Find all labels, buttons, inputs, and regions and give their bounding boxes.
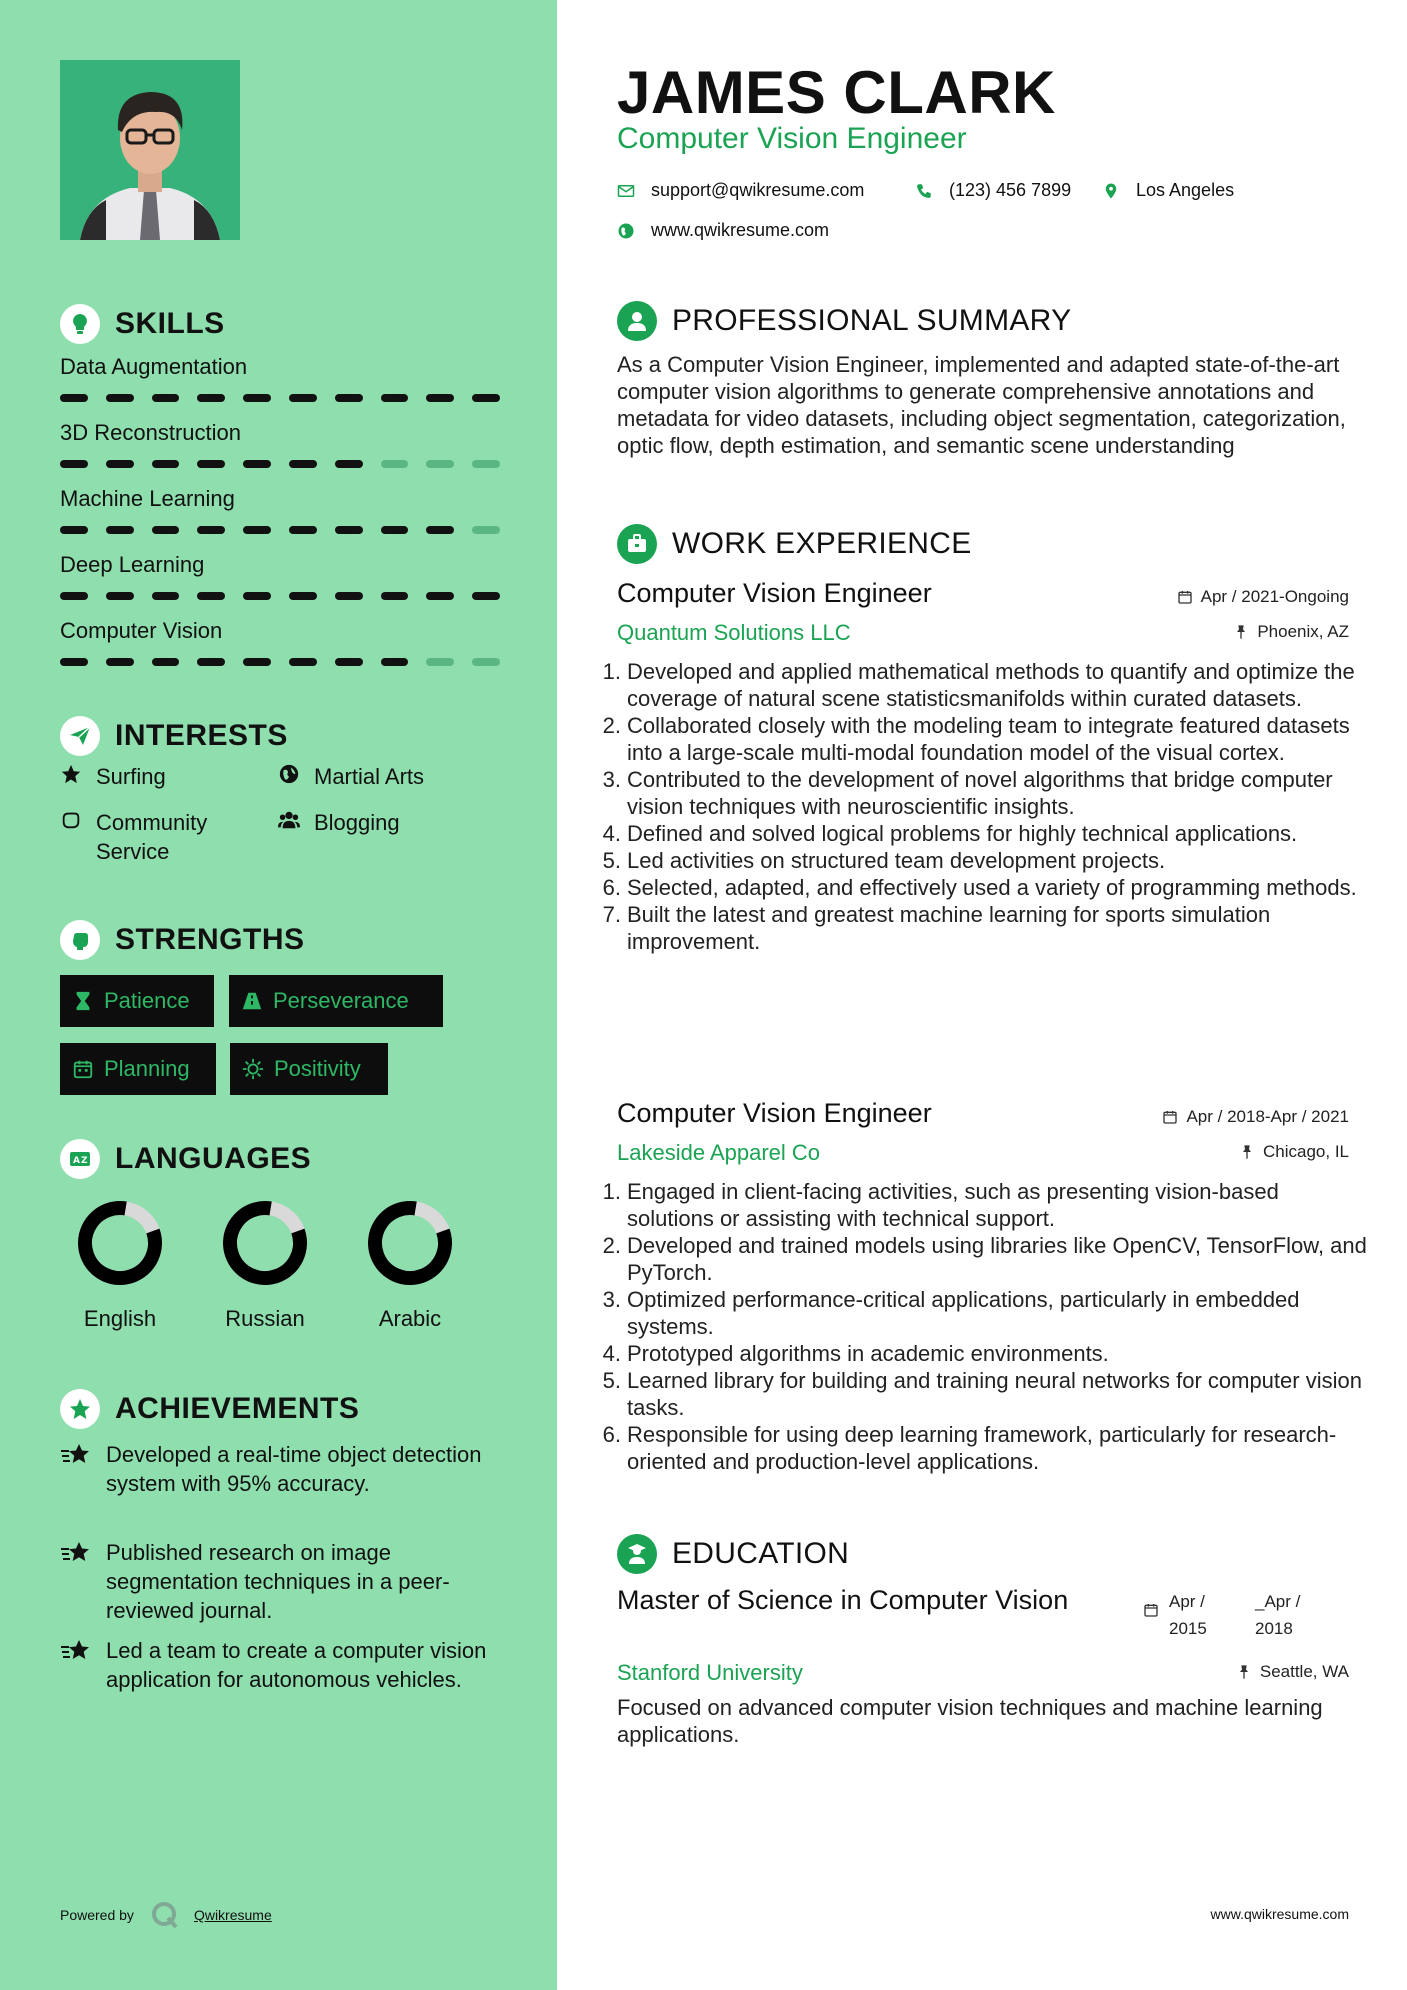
calendar-icon — [72, 1058, 94, 1080]
bullet-text: Optimized performance-critical applications, particularly in embedded systems. — [627, 1287, 1300, 1339]
education-start-date: Apr / 2015 — [1169, 1592, 1207, 1638]
skill-level-dot — [381, 658, 409, 666]
skill-level-bar — [60, 658, 500, 666]
skill-level-dot — [472, 394, 500, 402]
paper-plane-icon — [60, 716, 100, 756]
star-list-icon — [60, 1442, 94, 1498]
education-heading — [617, 1532, 849, 1576]
skill-level-dot — [472, 460, 500, 468]
skill-level-dot — [289, 394, 317, 402]
pushpin-icon — [1233, 624, 1249, 640]
skill-level-bar — [60, 394, 500, 402]
skill-level-bar — [60, 460, 500, 468]
interest-item: Community Service — [60, 808, 260, 866]
bullet-number: 4. — [602, 1341, 621, 1366]
strength-badge-positivity: Positivity — [230, 1043, 388, 1095]
skill-item — [60, 418, 500, 484]
skill-level-dot — [381, 394, 409, 402]
skill-level-dot — [243, 394, 271, 402]
lightbulb-icon — [60, 304, 100, 344]
language-name: Russian — [225, 1306, 305, 1331]
bullet-text: Developed and trained models using libraries like OpenCV, TensorFlow, and PyTorch. — [627, 1233, 1367, 1285]
user-icon — [617, 301, 657, 341]
bullet-text: Responsible for using deep learning framework, particularly for research-oriented and production-level applications. — [627, 1422, 1337, 1474]
job-title: Computer Vision Engineer — [617, 578, 932, 608]
degree-title: Master of Science in Computer Vision — [617, 1585, 1069, 1615]
bullet-text: Contributed to the development of novel algorithms that bridge computer vision techniques with neuroscientific insights. — [627, 767, 1333, 819]
globe-icon — [617, 222, 635, 240]
skill-item — [60, 616, 500, 682]
skill-name: Machine Learning — [60, 486, 235, 511]
skill-level-dot — [243, 526, 271, 534]
skill-level-dot — [197, 526, 225, 534]
language-level-ring — [365, 1198, 455, 1288]
bullet-number: 3. — [602, 767, 621, 792]
phone-icon — [915, 182, 933, 200]
job-location: Phoenix, AZ — [1233, 622, 1349, 642]
interest-item: Martial Arts — [278, 762, 424, 791]
education-end-date: _Apr / 2018 — [1255, 1592, 1301, 1638]
hand-icon — [60, 809, 86, 835]
language-name: Arabic — [378, 1306, 442, 1331]
achievements-title: ACHIEVEMENTS — [115, 1392, 360, 1425]
bullet-number: 1. — [602, 1179, 621, 1204]
pushpin-icon — [1239, 1144, 1255, 1160]
job-bullet — [597, 658, 1367, 712]
skill-level-dot — [335, 592, 363, 600]
language-ring-fill — [75, 1198, 165, 1288]
envelope-icon — [617, 182, 635, 200]
bullet-number: 5. — [602, 848, 621, 873]
job-bullet — [597, 1421, 1367, 1475]
translate-icon — [60, 1139, 100, 1179]
interests-title: INTERESTS — [115, 719, 288, 752]
skill-level-dot — [381, 592, 409, 600]
skill-level-dot — [426, 394, 454, 402]
skill-level-dot — [106, 394, 134, 402]
interest-item: Surfing — [60, 762, 166, 791]
job-company: Lakeside Apparel Co — [617, 1140, 821, 1165]
job-location: Chicago, IL — [1239, 1142, 1349, 1162]
skill-level-dot — [381, 460, 409, 468]
users-icon — [278, 809, 304, 835]
bullet-text: Collaborated closely with the modeling team to integrate featured datasets into a large-scale multi-modal foundation model of the visual cortex. — [627, 713, 1350, 765]
experience-heading — [617, 522, 972, 566]
skill-level-dot — [60, 394, 88, 402]
strengths-title: STRENGTHS — [115, 923, 305, 956]
job-bullet — [597, 874, 1367, 901]
skill-level-dot — [197, 592, 225, 600]
summary-title: PROFESSIONAL SUMMARY — [672, 304, 1072, 337]
skill-level-dot — [426, 658, 454, 666]
footer-website[interactable]: www.qwikresume.com — [1210, 1906, 1349, 1922]
skill-level-dot — [106, 526, 134, 534]
experience-title: WORK EXPERIENCE — [672, 527, 972, 560]
job-company: Quantum Solutions LLC — [617, 620, 851, 645]
achievements-heading — [60, 1387, 359, 1431]
bullet-text: Learned library for building and training neural networks for computer vision tasks. — [627, 1368, 1362, 1420]
skill-level-dot — [289, 592, 317, 600]
education-description: Focused on advanced computer vision techniques and machine learning applications. — [617, 1695, 1323, 1747]
achievement-item: Led a team to create a computer vision application for autonomous vehicles. — [60, 1636, 500, 1694]
skill-level-dot — [106, 460, 134, 468]
svg-text:Z: Z — [81, 1156, 88, 1166]
skill-level-dot — [243, 460, 271, 468]
fist-icon — [60, 920, 100, 960]
education-title: EDUCATION — [672, 1537, 850, 1570]
job-bullets — [597, 658, 1367, 955]
bullet-number: 6. — [602, 1422, 621, 1447]
skill-level-dot — [152, 460, 180, 468]
language-level-ring — [220, 1198, 310, 1288]
language-ring-fill — [365, 1198, 455, 1288]
avatar — [60, 60, 240, 240]
education-location: Seattle, WA — [1236, 1662, 1349, 1682]
person-role: Computer Vision Engineer — [617, 122, 967, 155]
strengths-heading — [60, 918, 305, 962]
bullet-number: 5. — [602, 1368, 621, 1393]
skill-level-dot — [152, 526, 180, 534]
email-link[interactable]: support@qwikresume.com — [651, 180, 865, 200]
skill-name: Data Augmentation — [60, 354, 248, 379]
language-item — [55, 1198, 185, 1332]
school-name: Stanford University — [617, 1660, 803, 1685]
skill-level-dot — [197, 658, 225, 666]
job-date: Apr / 2021-Ongoing — [1177, 587, 1349, 607]
bullet-number: 2. — [602, 713, 621, 738]
skills-heading — [60, 302, 225, 346]
job-bullet — [597, 820, 1367, 847]
skill-level-dot — [426, 460, 454, 468]
star-list-icon — [60, 1540, 94, 1625]
job-bullet — [597, 847, 1367, 874]
job-date: Apr / 2018-Apr / 2021 — [1162, 1107, 1349, 1127]
hourglass-icon — [72, 990, 94, 1012]
summary-heading — [617, 299, 1071, 343]
language-name: English — [83, 1306, 157, 1331]
skill-level-dot — [472, 658, 500, 666]
skill-level-dot — [289, 658, 317, 666]
skill-level-dot — [426, 592, 454, 600]
bullet-number: 3. — [602, 1287, 621, 1312]
qwikresume-link[interactable]: Qwikresume — [193, 1907, 272, 1923]
road-icon — [241, 990, 263, 1012]
skill-level-dot — [60, 592, 88, 600]
skills-list — [60, 352, 500, 682]
skill-name: 3D Reconstruction — [60, 420, 241, 445]
job-bullet — [597, 1340, 1367, 1367]
job-bullets — [597, 1178, 1367, 1475]
skill-name: Computer Vision — [60, 618, 223, 643]
contact-website — [617, 220, 829, 241]
star-badge-icon — [60, 1389, 100, 1429]
sidebar — [0, 0, 557, 1990]
skill-level-dot — [152, 658, 180, 666]
star-list-icon — [60, 1638, 94, 1694]
skill-level-dot — [335, 658, 363, 666]
contact-location: Los Angeles — [1102, 180, 1234, 201]
skill-level-dot — [243, 658, 271, 666]
contact-email — [617, 180, 864, 201]
interest-item: Blogging — [278, 808, 400, 837]
main-content — [557, 0, 1407, 1990]
strength-badge-planning: Planning — [60, 1043, 216, 1095]
svg-text:A: A — [73, 1156, 80, 1166]
calendar-icon — [1162, 1109, 1178, 1125]
pushpin-icon — [1236, 1664, 1252, 1680]
skill-level-dot — [426, 526, 454, 534]
calendar-icon — [1177, 589, 1193, 605]
language-item — [345, 1198, 475, 1332]
interests-heading — [60, 714, 288, 758]
skill-level-dot — [106, 592, 134, 600]
languages-heading — [60, 1137, 311, 1181]
skill-level-dot — [197, 394, 225, 402]
job-bullet — [597, 901, 1367, 955]
skill-level-dot — [335, 526, 363, 534]
bullet-number: 7. — [602, 902, 621, 927]
bullet-text: Selected, adapted, and effectively used a variety of programming methods. — [627, 875, 1357, 900]
summary-text: As a Computer Vision Engineer, implemented and adapted state-of-the-art computer vision algorithms to generate comprehensive annotations and metadata for video datasets, including object segmentation, categorization, optic flow, depth estimation, and semantic scene understanding — [617, 352, 1346, 458]
bullet-text: Prototyped algorithms in academic environments. — [627, 1341, 1109, 1366]
skill-level-dot — [472, 526, 500, 534]
achievement-item: Published research on image segmentation techniques in a peer-reviewed journal. — [60, 1538, 500, 1625]
job-title: Computer Vision Engineer — [617, 1098, 932, 1128]
skill-item — [60, 484, 500, 550]
profile-photo — [60, 60, 240, 240]
skill-level-dot — [335, 394, 363, 402]
qwikresume-logo-icon — [150, 1900, 180, 1930]
map-pin-icon — [1102, 182, 1120, 200]
skill-level-dot — [60, 658, 88, 666]
bullet-text: Developed and applied mathematical methods to quantify and optimize the coverage of natural scene statisticsmanifolds within curated datasets. — [627, 659, 1355, 711]
language-level-ring — [75, 1198, 165, 1288]
website-link[interactable]: www.qwikresume.com — [651, 220, 830, 240]
bullet-text: Defined and solved logical problems for highly technical applications. — [627, 821, 1298, 846]
sun-icon — [242, 1058, 264, 1080]
skill-level-dot — [381, 526, 409, 534]
graduate-icon — [617, 1534, 657, 1574]
star-icon — [60, 763, 86, 789]
skill-level-dot — [152, 394, 180, 402]
calendar-icon — [1143, 1602, 1159, 1618]
skill-level-dot — [289, 526, 317, 534]
skill-item — [60, 550, 500, 616]
bullet-number: 4. — [602, 821, 621, 846]
bullet-text: Engaged in client-facing activities, such as presenting vision-based solutions or assisting with technical support. — [627, 1179, 1279, 1231]
skill-level-dot — [335, 460, 363, 468]
skill-level-dot — [197, 460, 225, 468]
skills-title: SKILLS — [115, 307, 225, 340]
bullet-text: Led activities on structured team development projects. — [627, 848, 1166, 873]
language-item — [200, 1198, 330, 1332]
contact-phone: (123) 456 7899 — [915, 180, 1071, 201]
bullet-text: Built the latest and greatest machine learning for sports simulation improvement. — [627, 902, 1271, 954]
skill-level-dot — [152, 592, 180, 600]
globe-icon — [278, 763, 304, 789]
job-bullet — [597, 1367, 1367, 1421]
bullet-number: 2. — [602, 1233, 621, 1258]
skill-level-dot — [60, 526, 88, 534]
skill-level-bar — [60, 592, 500, 600]
powered-by: Powered by Qwikresume — [60, 1900, 272, 1930]
languages-title: LANGUAGES — [115, 1142, 312, 1175]
job-bullet — [597, 712, 1367, 766]
skill-level-bar — [60, 526, 500, 534]
strength-badge-perseverance: Perseverance — [229, 975, 443, 1027]
bullet-number: 1. — [602, 659, 621, 684]
skill-level-dot — [106, 658, 134, 666]
strength-badge-patience: Patience — [60, 975, 214, 1027]
person-name: JAMES CLARK — [617, 59, 1056, 126]
language-ring-fill — [220, 1198, 310, 1288]
job-bullet — [597, 1286, 1367, 1340]
skill-name: Deep Learning — [60, 552, 205, 577]
achievement-item: Developed a real-time object detection system with 95% accuracy. — [60, 1440, 500, 1498]
job-bullet — [597, 1232, 1367, 1286]
skill-level-dot — [289, 460, 317, 468]
skill-item — [60, 352, 500, 418]
briefcase-icon — [617, 524, 657, 564]
job-bullet — [597, 766, 1367, 820]
skill-level-dot — [60, 460, 88, 468]
skill-level-dot — [243, 592, 271, 600]
bullet-number: 6. — [602, 875, 621, 900]
skill-level-dot — [472, 592, 500, 600]
job-bullet — [597, 1178, 1367, 1232]
